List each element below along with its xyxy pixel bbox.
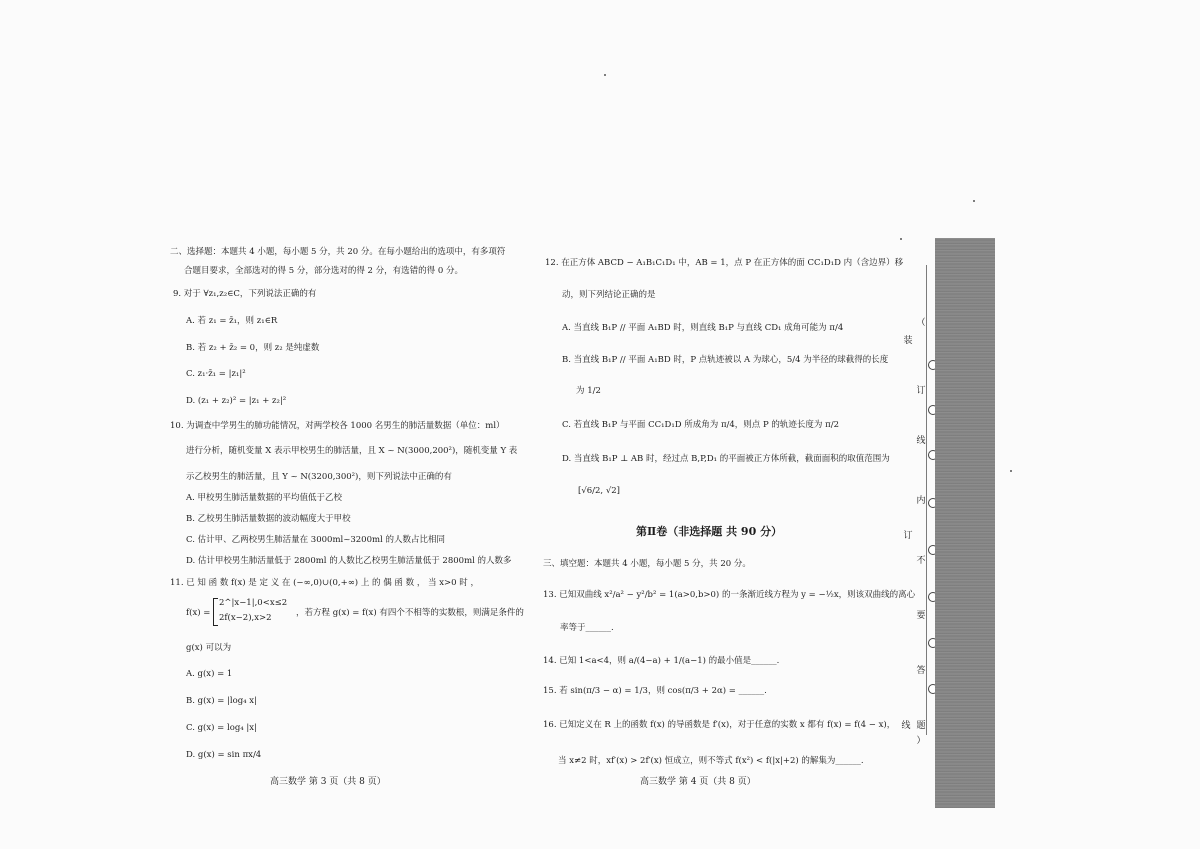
scan-speck [1010,470,1012,472]
q10-stem: 10. 为调查中学男生的肺功能情况，对两学校各 1000 名男生的肺活量数据（单位：ml） [170,421,505,431]
right-page-footer: 高三数学 第 4 页（共 8 页） [640,777,756,787]
scan-speck [604,74,606,76]
binding-char: 装 [903,336,913,346]
q9-option-d: D. (z₁ + z₂)² = |z₁ + z₂|² [186,396,287,406]
q11-option-c: C. g(x) = log₄ |x| [186,723,257,733]
q11-stem-end: g(x) 可以为 [186,643,232,653]
q10-stem-3: 示乙校男生的肺活量，且 Y ~ N(3200,300²)，则下列说法中正确的有 [186,472,452,482]
q16-cont: 当 x≠2 时，xf′(x) > 2f′(x) 恒成立，则不等式 f(x²) < f(|x|+2) 的解集为______. [558,756,864,766]
q13: 13. 已知双曲线 x²/a² − y²/b² = 1(a>0,b>0) 的一条渐近线方程为 y = −½x，则该双曲线的离心 [543,590,916,600]
section-heading: 二、选择题：本题共 4 小题，每小题 5 分，共 20 分。在每小题给出的选项中，有多项符 [170,247,506,257]
q10-stem-2: 进行分析，随机变量 X 表示甲校男生的肺活量，且 X ~ N(3000,200²)，随机变量 Y 表 [186,446,518,456]
q12-option-d-range: [√6/2, √2] [578,486,620,496]
section-heading-cont: 合题目要求，全部选对的得 5 分，部分选对的得 2 分，有选错的得 0 分。 [184,266,463,276]
q12-option-c: C. 若直线 B₁P 与平面 CC₁D₁D 所成角为 π/4，则点 P 的轨迹长度为 π/2 [562,420,839,430]
left-page-footer: 高三数学 第 3 页（共 8 页） [270,777,386,787]
q16: 16. 已知定义在 R 上的函数 f(x) 的导函数是 f′(x)，对于任意的实数 x 都有 f(x) = f(4 − x)， [543,720,896,730]
q12-option-a: A. 当直线 B₁P // 平面 A₁BD 时，则直线 B₁P 与直线 CD₁ 成角可能为 π/4 [562,323,844,333]
q12-option-d: D. 当直线 B₁P ⊥ AB 时，经过点 B,P,D₁ 的平面被正方体所截，截面面积的取值范围为 [562,454,890,464]
q12-option-b: B. 当直线 B₁P // 平面 A₁BD 时，P 点轨迹被以 A 为球心，5/4 为半径的球截得的长度 [562,355,889,365]
q9-stem: 9. 对于 ∀z₁,z₂∈C，下列说法正确的有 [173,289,317,299]
q10-option-d: D. 估计甲校男生肺活量低于 2800ml 的人数比乙校男生肺活量低于 2800ml 的人数多 [186,556,512,566]
q12-option-b-cont: 为 1/2 [576,386,601,396]
binding-char: 题 [916,721,926,731]
q12-stem: 12. 在正方体 ABCD − A₁B₁C₁D₁ 中，AB = 1，点 P 在正方体的面 CC₁D₁D 内（含边界）移 [545,258,904,268]
binding-char: 答 [916,666,926,676]
binding-char: 不 [916,556,926,566]
part-2-title: 第Ⅱ卷（非选择题 共 90 分） [636,525,783,538]
q11-piece-top: 2^|x−1|,0<x≤2 [219,598,288,608]
q9-option-c: C. z₁·z̄₁ = |z₁|² [186,369,246,379]
q9-option-b: B. 若 z₂ + z̄₂ = 0，则 z₂ 是纯虚数 [186,343,320,353]
q15: 15. 若 sin(π/3 − α) = 1/3，则 cos(π/3 + 2α) = ______. [543,686,767,696]
binding-char: 订 [916,386,926,396]
scan-speck [900,238,902,240]
q10-option-b: B. 乙校男生肺活量数据的波动幅度大于甲校 [186,514,351,524]
section-3-heading: 三、填空题：本题共 4 小题，每小题 5 分，共 20 分。 [543,559,751,569]
q11-stem: 11. 已 知 函 数 f(x) 是 定 义 在 (−∞,0)∪(0,+∞) 上 的 偶 函 数 ， 当 x>0 时 ， [170,578,479,588]
q14: 14. 已知 1<a<4，则 a/(4−a) + 1/(a−1) 的最小值是______. [543,656,780,666]
binding-char: 内 [916,496,926,506]
binding-char: （ [916,318,926,328]
q11-piece-bottom: 2f(x−2),x>2 [219,613,272,623]
q10-option-c: C. 估计甲、乙两校男生肺活量在 3000ml~3200ml 的人数占比相同 [186,535,445,545]
q10-option-a: A. 甲校男生肺活量数据的平均值低于乙校 [186,493,343,503]
q12-stem-2: 动，则下列结论正确的是 [562,290,656,300]
piecewise-brace [213,598,218,626]
binding-char: 要 [916,611,926,621]
q11-fx-label: f(x) = [186,608,211,618]
q11-stem-tail: ，若方程 g(x) = f(x) 有四个不相等的实数根，则满足条件的 [296,608,524,618]
binding-char: 订 [903,531,913,541]
q13-cont: 率等于______. [560,623,614,633]
scan-speck [973,200,975,202]
q11-option-b: B. g(x) = |log₄ x| [186,696,257,706]
q9-option-a: A. 若 z₁ = z̄₁，则 z₁∈R [186,316,278,326]
binding-char: 线 [916,436,926,446]
q11-option-d: D. g(x) = sin πx/4 [186,750,262,760]
binding-char: ） [916,736,926,746]
binding-char: 线 [901,721,911,731]
q11-option-a: A. g(x) = 1 [186,669,233,679]
binding-shadow-strip [935,238,995,808]
